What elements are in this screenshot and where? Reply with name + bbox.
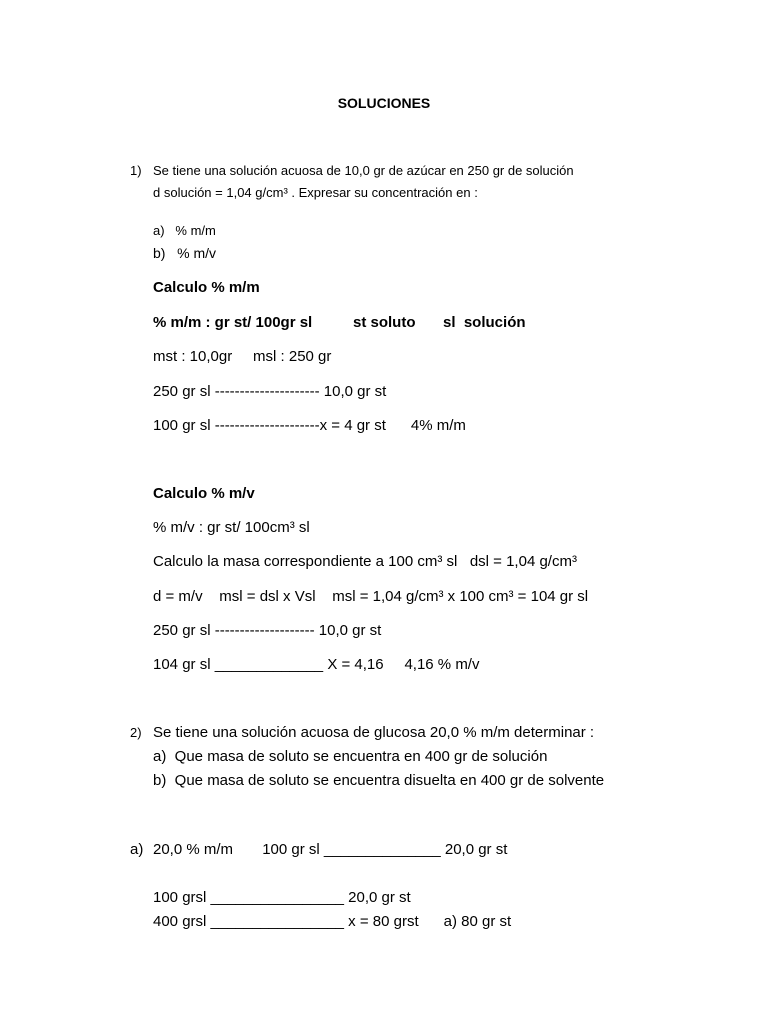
problem-1-option-b: b) % m/v: [153, 245, 217, 261]
document-title: SOLUCIONES: [337, 95, 431, 111]
formula-mm: % m/m : gr st/ 100gr sl: [153, 314, 313, 331]
problem-2-option-a: a) Que masa de soluto se encuentra en 400 gr de solución: [153, 748, 548, 765]
problem-2-number: 2): [130, 725, 142, 740]
density-equation-line: d = m/v msl = dsl x Vsl msl = 1,04 g/cm³ x 100 cm³ = 104 gr sl: [153, 588, 589, 605]
masses-line: mst : 10,0gr msl : 250 gr: [153, 348, 332, 365]
problem-2-statement: Se tiene una solución acuosa de glucosa 20,0 % m/m determinar :: [153, 724, 595, 741]
problem-2-option-b: b) Que masa de soluto se encuentra disuelta en 400 gr de solvente: [153, 772, 605, 789]
answer-a-label: a): [130, 841, 144, 858]
problem-1-option-a: a) % m/m: [153, 223, 216, 238]
proportion-line-3: 250 gr sl -------------------- 10,0 gr st: [153, 622, 382, 639]
problem-1-statement-line-1: Se tiene una solución acuosa de 10,0 gr de azúcar en 250 gr de solución: [153, 163, 574, 178]
proportion-line-2: 100 gr sl ---------------------x = 4 gr st 4% m/m: [153, 417, 466, 434]
problem-1-statement-line-2: d solución = 1,04 g/cm³ . Expresar su concentración en :: [153, 185, 478, 200]
legend-soluto: st soluto: [353, 314, 416, 331]
heading-calculo-mv: Calculo % m/v: [153, 485, 255, 502]
heading-calculo-mm: Calculo % m/m: [153, 279, 260, 296]
answer-a-line-2: 100 grsl ________________ 20,0 gr st: [153, 889, 411, 906]
answer-a-line-1: 20,0 % m/m 100 gr sl ______________ 20,0 gr st: [153, 841, 508, 858]
legend-solucion: sl solución: [443, 314, 526, 331]
proportion-line-1: 250 gr sl --------------------- 10,0 gr st: [153, 383, 387, 400]
answer-a-line-3: 400 grsl ________________ x = 80 grst a) 80 gr st: [153, 913, 512, 930]
formula-mv: % m/v : gr st/ 100cm³ sl: [153, 519, 310, 536]
mass-calculation-line: Calculo la masa correspondiente a 100 cm³ sl dsl = 1,04 g/cm³: [153, 553, 577, 570]
problem-1-number: 1): [130, 163, 142, 178]
proportion-line-4: 104 gr sl _____________ X = 4,16 4,16 % m/v: [153, 656, 480, 673]
